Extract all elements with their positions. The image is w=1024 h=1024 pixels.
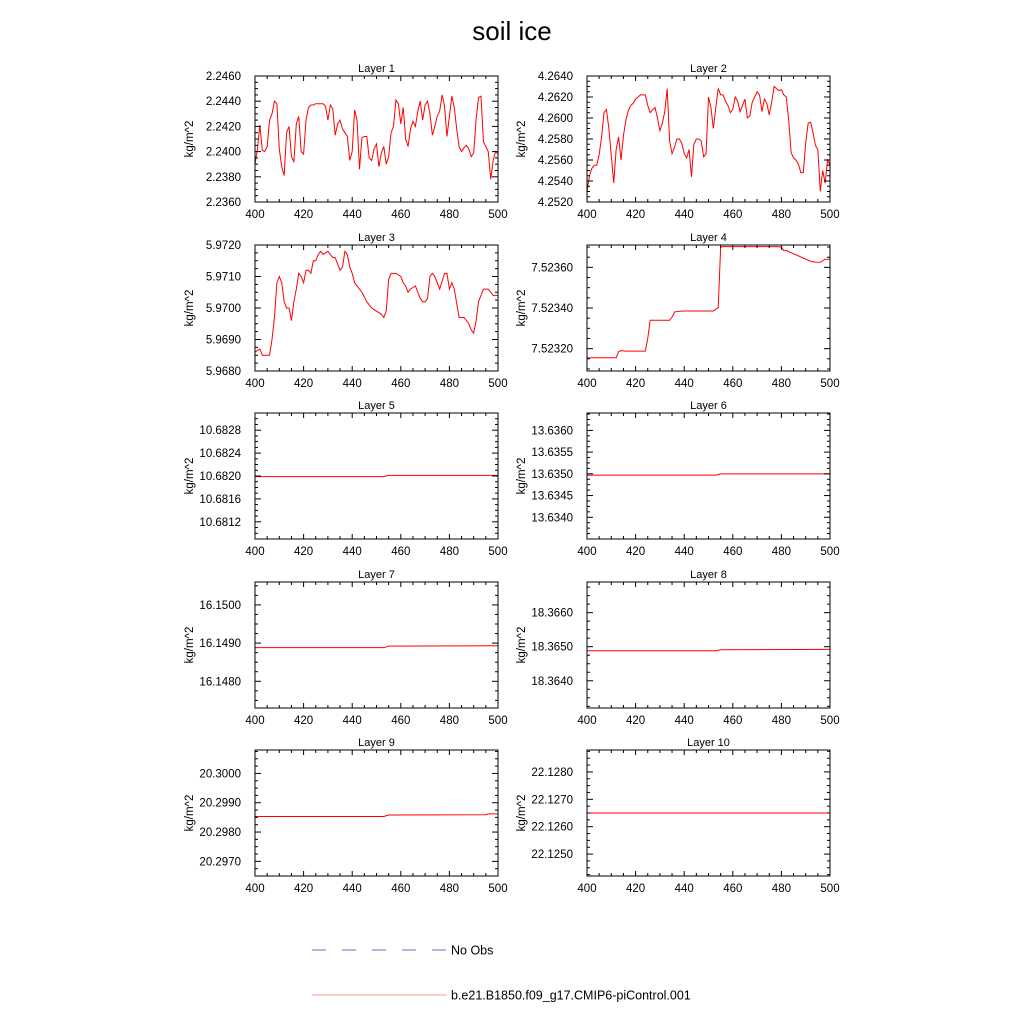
x-tick-label: 500 (488, 715, 508, 727)
y-tick-label: 10.6820 (199, 471, 241, 483)
plot-frame (587, 413, 830, 539)
x-tick-label: 420 (294, 209, 314, 221)
y-tick-label: 20.2980 (199, 827, 241, 840)
x-tick-label: 440 (342, 209, 362, 221)
x-tick-label: 460 (391, 209, 411, 221)
y-tick-label: 18.3650 (531, 641, 573, 654)
x-tick-label: 400 (577, 546, 597, 558)
y-tick-label: 13.6340 (531, 512, 573, 525)
x-tick-label: 440 (674, 883, 694, 895)
panel-title: Layer 8 (690, 569, 727, 581)
x-tick-label: 460 (391, 883, 411, 895)
series-line (255, 475, 498, 476)
y-tick-label: 7.52340 (531, 303, 573, 315)
legend-obs-label: No Obs (451, 943, 494, 958)
panel-title: Layer 6 (690, 400, 727, 412)
y-tick-label: 16.1500 (199, 599, 241, 612)
x-tick-label: 500 (820, 546, 840, 558)
y-tick-label: 13.6355 (531, 447, 573, 460)
y-tick-label: 18.3660 (531, 607, 573, 620)
x-tick-label: 440 (342, 546, 362, 558)
y-tick-label: 2.2440 (205, 96, 241, 109)
x-tick-label: 440 (674, 209, 694, 221)
plot-frame (255, 76, 498, 202)
x-tick-label: 480 (439, 378, 459, 390)
plot-frame (255, 413, 498, 539)
series-line (587, 87, 830, 192)
y-tick-label: 20.3000 (199, 768, 241, 781)
legend-model-label: b.e21.B1850.f09_g17.CMIP6-piControl.001 (451, 988, 691, 1003)
y-tick-label: 10.6824 (199, 448, 241, 461)
x-tick-label: 420 (294, 546, 314, 558)
panel-layer-6 (516, 400, 840, 558)
y-axis-label: kg/m^2 (516, 120, 528, 158)
x-tick-label: 420 (626, 378, 646, 390)
panels-group (184, 63, 840, 895)
series-line (255, 95, 498, 179)
x-tick-label: 460 (723, 378, 743, 390)
x-tick-label: 500 (820, 378, 840, 390)
x-tick-label: 480 (771, 546, 791, 558)
x-tick-label: 460 (723, 546, 743, 558)
panel-title: Layer 3 (358, 232, 395, 244)
x-tick-label: 480 (771, 715, 791, 727)
y-tick-label: 7.52320 (531, 343, 573, 356)
y-tick-label: 2.2360 (205, 197, 241, 209)
x-tick-label: 500 (820, 883, 840, 895)
y-tick-label: 5.9690 (205, 334, 241, 347)
x-tick-label: 480 (439, 209, 459, 221)
x-tick-label: 420 (294, 378, 314, 390)
x-tick-label: 500 (488, 546, 508, 558)
x-tick-label: 420 (626, 715, 646, 727)
y-axis-label: kg/m^2 (516, 289, 528, 327)
x-tick-label: 400 (245, 209, 265, 221)
y-tick-label: 4.2620 (537, 92, 573, 104)
y-axis-label: kg/m^2 (184, 457, 196, 495)
plot-frame (255, 750, 498, 876)
x-tick-label: 440 (342, 715, 362, 727)
x-tick-label: 400 (577, 378, 597, 390)
y-tick-label: 4.2520 (537, 197, 573, 209)
x-tick-label: 480 (771, 883, 791, 895)
x-tick-label: 480 (439, 546, 459, 558)
y-tick-label: 22.1260 (531, 821, 573, 834)
y-tick-label: 2.2460 (205, 71, 241, 83)
x-tick-label: 500 (488, 378, 508, 390)
panel-layer-4 (516, 232, 840, 390)
panel-layer-1 (184, 63, 508, 221)
x-tick-label: 400 (577, 715, 597, 727)
y-tick-label: 13.6360 (531, 425, 573, 438)
x-tick-label: 460 (391, 715, 411, 727)
y-tick-label: 18.3640 (531, 675, 573, 688)
y-tick-label: 10.6816 (199, 493, 241, 506)
x-tick-label: 460 (723, 883, 743, 895)
x-tick-label: 500 (820, 715, 840, 727)
y-tick-label: 4.2640 (537, 71, 573, 83)
x-tick-label: 440 (342, 378, 362, 390)
y-tick-label: 2.2380 (205, 171, 241, 184)
y-tick-label: 13.6350 (531, 468, 573, 481)
y-tick-label: 5.9710 (205, 271, 241, 284)
y-tick-label: 10.6828 (199, 425, 241, 438)
legend (312, 944, 691, 1003)
series-line (587, 649, 830, 650)
y-axis-label: kg/m^2 (184, 289, 196, 327)
y-tick-label: 10.6812 (199, 516, 241, 529)
panel-layer-7 (184, 569, 508, 727)
x-tick-label: 420 (294, 883, 314, 895)
series-line (587, 474, 830, 475)
panel-title: Layer 7 (358, 569, 395, 581)
x-tick-label: 420 (626, 546, 646, 558)
plot-frame (587, 582, 830, 708)
y-axis-label: kg/m^2 (184, 626, 196, 664)
y-tick-label: 22.1250 (531, 849, 573, 862)
y-tick-label: 7.52360 (531, 262, 573, 275)
y-tick-label: 5.9680 (205, 366, 241, 378)
y-axis-label: kg/m^2 (184, 120, 196, 158)
x-tick-label: 420 (626, 209, 646, 221)
x-tick-label: 480 (439, 883, 459, 895)
x-tick-label: 500 (820, 209, 840, 221)
panel-layer-5 (184, 400, 508, 558)
x-tick-label: 400 (577, 209, 597, 221)
panel-title: Layer 2 (690, 63, 727, 75)
x-tick-label: 500 (488, 209, 508, 221)
x-tick-label: 400 (577, 883, 597, 895)
plot-frame (587, 245, 830, 371)
panel-title: Layer 5 (358, 400, 395, 412)
y-tick-label: 4.2600 (537, 113, 573, 125)
y-tick-label: 20.2990 (199, 797, 241, 810)
y-axis-label: kg/m^2 (516, 457, 528, 495)
x-tick-label: 400 (245, 378, 265, 390)
panel-title: Layer 1 (358, 63, 395, 75)
x-tick-label: 440 (674, 378, 694, 390)
y-tick-label: 4.2560 (537, 155, 573, 167)
y-tick-label: 16.1490 (199, 638, 241, 651)
x-tick-label: 480 (771, 378, 791, 390)
series-line (255, 646, 498, 648)
x-tick-label: 480 (439, 715, 459, 727)
panel-layer-2 (516, 63, 840, 221)
y-axis-label: kg/m^2 (516, 626, 528, 664)
y-tick-label: 16.1480 (199, 676, 241, 689)
x-tick-label: 460 (723, 209, 743, 221)
x-tick-label: 400 (245, 546, 265, 558)
x-tick-label: 440 (342, 883, 362, 895)
y-tick-label: 4.2580 (537, 134, 573, 146)
x-tick-label: 440 (674, 546, 694, 558)
x-tick-label: 460 (723, 715, 743, 727)
panel-title: Layer 10 (687, 737, 730, 749)
y-tick-label: 5.9720 (205, 240, 241, 252)
y-tick-label: 20.2970 (199, 856, 241, 869)
x-tick-label: 400 (245, 715, 265, 727)
x-tick-label: 480 (771, 209, 791, 221)
x-tick-label: 460 (391, 378, 411, 390)
y-axis-label: kg/m^2 (184, 794, 196, 832)
series-line (255, 814, 498, 817)
y-tick-label: 4.2540 (537, 176, 573, 188)
x-tick-label: 460 (391, 546, 411, 558)
y-tick-label: 22.1280 (531, 766, 573, 779)
panel-layer-9 (184, 737, 508, 895)
series-line (587, 247, 830, 358)
y-tick-label: 5.9700 (205, 303, 241, 315)
plot-frame (255, 245, 498, 371)
panel-title: Layer 4 (690, 232, 727, 244)
panel-layer-3 (184, 232, 508, 390)
y-tick-label: 13.6345 (531, 490, 573, 503)
x-tick-label: 440 (674, 715, 694, 727)
x-tick-label: 420 (294, 715, 314, 727)
y-axis-label: kg/m^2 (516, 794, 528, 832)
panel-layer-10 (516, 737, 840, 895)
panel-title: Layer 9 (358, 737, 395, 749)
y-tick-label: 22.1270 (531, 794, 573, 807)
x-tick-label: 400 (245, 883, 265, 895)
x-tick-label: 420 (626, 883, 646, 895)
series-line (255, 251, 498, 355)
y-tick-label: 2.2420 (205, 121, 241, 134)
page-title: soil ice (472, 16, 552, 46)
y-tick-label: 2.2400 (205, 146, 241, 159)
x-tick-label: 500 (488, 883, 508, 895)
plot-frame (255, 582, 498, 708)
panel-layer-8 (516, 569, 840, 727)
